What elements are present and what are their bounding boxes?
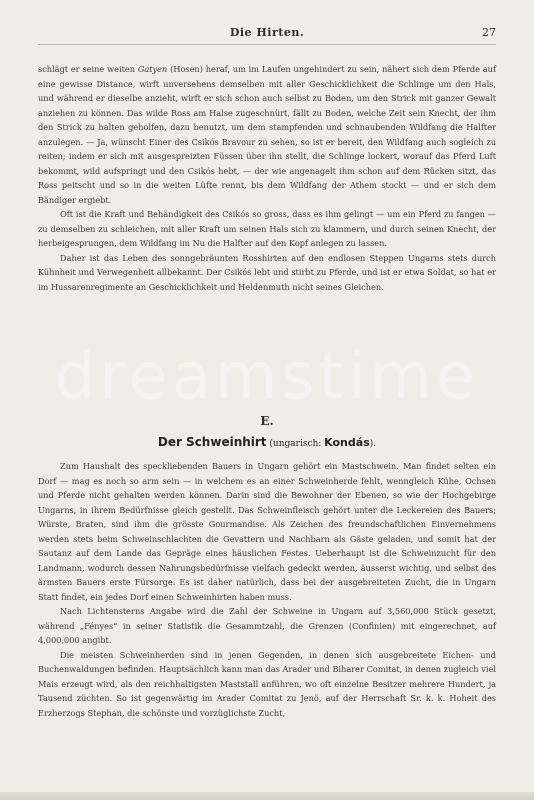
section-title-sub-open: (ungarisch:	[266, 439, 325, 449]
paragraph: Nach Lichtensterns Angabe wird die Zahl der Schweine in Ungarn auf 3,560,000 Stück gesetzt, während „Fényes“ in seiner Statistik die Gesammtzahl, die Grenzen (Confinien) mit eingerechnet, auf 4,000,000 angibt.	[38, 606, 496, 645]
italic-term: Gatyen	[137, 64, 168, 74]
section-title-hungarian: Kondás	[324, 436, 370, 449]
page-number: 27	[482, 26, 496, 39]
paragraph: Daher ist das Leben des sonngebräunten Rosshirten auf den endlosen Steppen Ungarns stets durch Kühnheit und Verwegenheit allbekannt. Der Csikós lebt und stirbt zu Pferde, und ist er etwa Soldat, so hat er im Hussarenregimente an Geschicklichkeit und Heldenmuth nicht seines Gleichen.	[38, 252, 496, 292]
paragraph-text-rest: (Hosen) heraf, um im Laufen ungehindert zu sein, nähert sich dem Pferde auf eine gewisse Distance, wirft unversehens demselben mit aller Geschicklichkeit die Schlinge um den Hals, und während er dieselbe anzieht, wirft er sich schon auch selbst zu Boden, um den Strick mit ganzer Gewalt anziehen zu können. Das wilde Ross am Halse zugeschnürt, fällt zu Boden, welche Zeit sein Knecht, der ihm den Strick zu halten geholfen, dazu benutzt, um dem stampfenden und schnaubenden Wildfang die Halfter anzulegen. — Ja, wünscht Einer des Csikós Bravour zu sehen, so ist er bereit, den Wildfang auch sogleich zu reiten; indem er sich mit ausgespreizten Füssen über ihn stellt, die Schlinge lockert, worauf das Pferd Luft bekommt, wild aufspringt und den Csikós hebt, — der wie angenagelt ihm schon auf dem Rücken sitzt, das Ross peitscht und so in die weiten Lüfte rennt, bis dem Wildfang der Athem stockt — und er sich dem Bändiger ergiebt.	[38, 64, 496, 205]
section-letter: E.	[260, 414, 274, 428]
watermark: dreamstime	[54, 340, 480, 414]
text-block-lower	[38, 459, 496, 720]
text-block-upper	[38, 62, 496, 294]
paragraph: Die meisten Schweinherden sind in jenen Gegenden, in denen sich ausgebreitete Eichen- und Buchenwaldungen befinden. Hauptsächlich kann man das Arader und Biharer Comitat, in denen zugleich viel Mais erzeugt wird, als den reichhaltigsten Maststall anführen, wo oft einzelne Besitzer mehrere Hundert, ja Tausend züchten. So ist gegenwärtig im Arader Comitat zu Jenö, auf der Herrschaft Sr. k. k. Hoheit des Erzherzogs Stephan, die schönste und vorzüglichste Zucht,	[38, 649, 496, 718]
section-title-sub	[266, 436, 377, 449]
section-title-main: Der Schweinhirt	[157, 435, 267, 449]
paragraph-continued	[38, 62, 496, 207]
section-title	[0, 431, 534, 450]
paragraph: Oft ist die Kraft und Behändigkeit des Csikós so gross, dass es ihm gelingt — um ein Pferd zu fangen — zu demselben zu schleichen, mit aller Kraft um seinen Hals sich zu klammern, und durch seinen Knecht, der herbeigesprungen, dem Wildfang im Nu die Halfter auf den Kopf anlegen zu lassen.	[38, 209, 496, 248]
section-title-sub-close: ).	[369, 439, 377, 449]
paragraph-text-start: schlägt er seine weiten	[38, 64, 138, 74]
running-head-title: Die Hirten.	[229, 26, 305, 39]
paragraph: Zum Haushalt des speckliebenden Bauers in Ungarn gehört ein Mastschwein. Man findet selten ein Dorf — mag es noch so arm sein — in welchem es an einer Schweinherde fehlt, wenngleich Kühe, Ochsen und Pferde nicht gehalten werden können. Darin sind die Bewohner der Ebenen, so wie der Hochgebirge Ungarns, in ihrem Bedürfnisse gleich gestellt. Das Schweinfleisch gehört unter die Leckereien des Bauers; Würste, Braten, sind ihm die grösste Gourmandise. Als Zeichen des freundschaftlichen Einvernehmens werden stets beim Schweinschlachten die Gevattern und Nachbarn als Gäste geladen, und somit hat der Sautanz auf dem Lande das Gepräge eines häuslichen Festes. Ueberhaupt ist die Schweinzucht für den Landmann, wodurch dessen Nahrungsbedürfnisse vielfach gedeckt werden, äusserst wichtig, und selbst des ärmsten Bauers erste Fürsorge. Es ist daher natürlich, dass bei der ausgebreiteten Zucht, die in Ungarn Statt findet, ein jedes Dorf einen Schweinhirten haben muss.	[38, 461, 496, 602]
header-rule	[38, 44, 496, 45]
page-bottom-edge	[0, 792, 534, 800]
running-head	[0, 26, 534, 42]
